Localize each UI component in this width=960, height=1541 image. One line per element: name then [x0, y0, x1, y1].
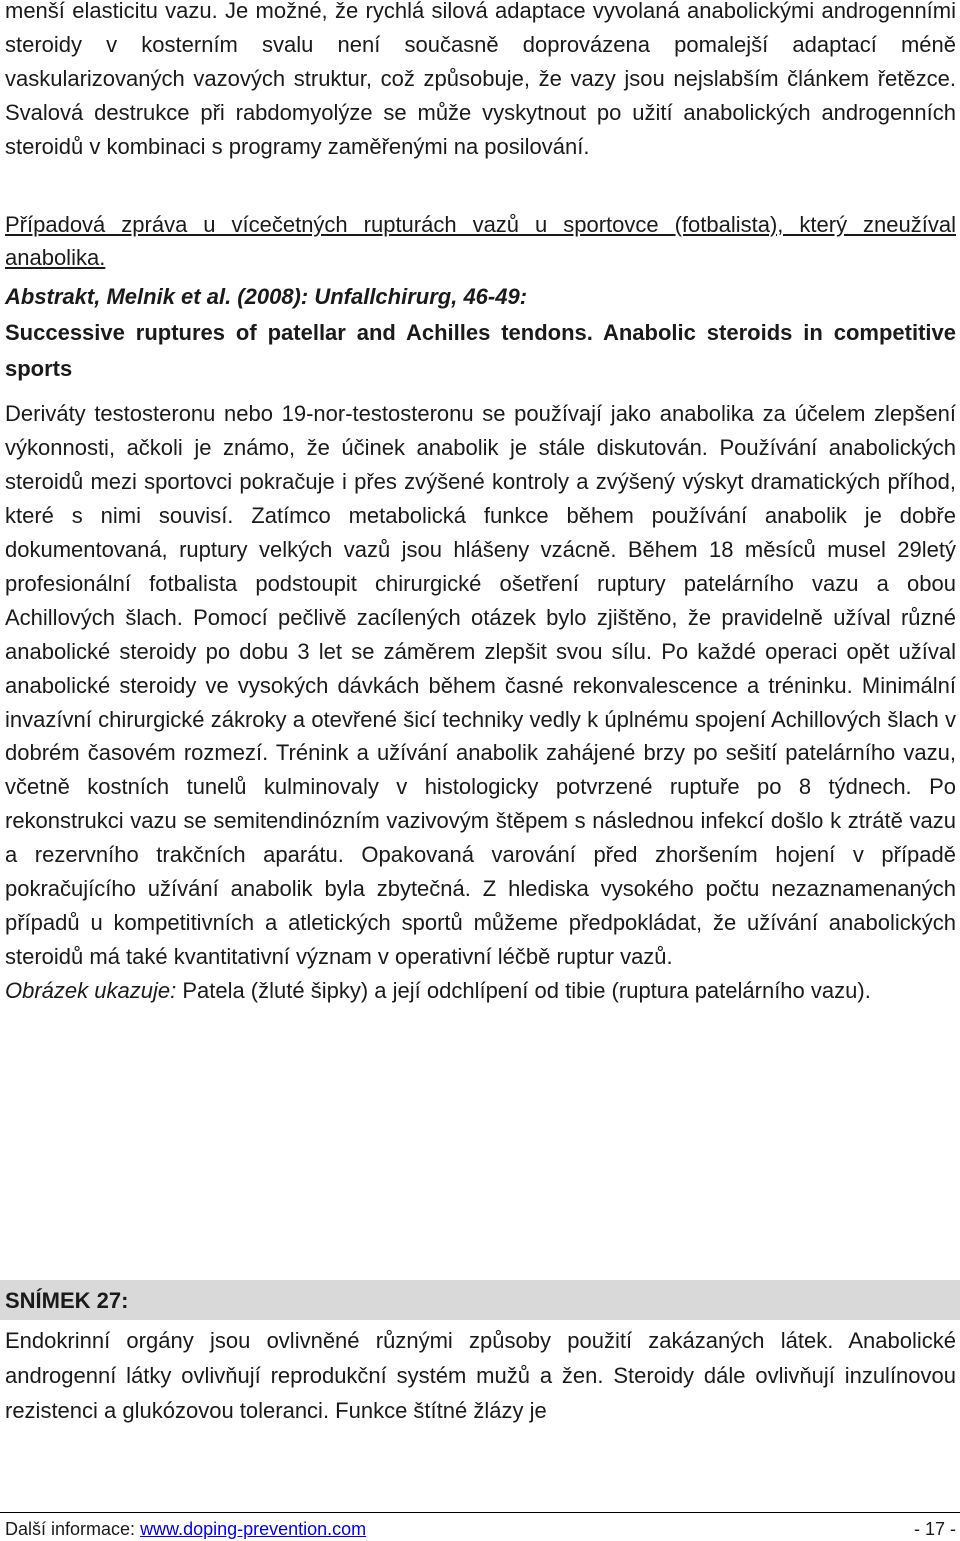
page-number: - 17 -	[913, 1519, 956, 1539]
case-report-title: Případová zpráva u vícečetných rupturách vazů u sportovce (fotbalista), který zneužíval anabolika.	[5, 211, 956, 271]
footer-divider	[0, 1512, 960, 1513]
slide-heading: SNÍMEK 27:	[5, 1288, 129, 1313]
abstract-reference-text: Abstrakt, Melnik et al. (2008): Unfallchirurg, 46-49:	[5, 284, 528, 310]
paragraph-main: Deriváty testosteronu nebo 19-nor-testosteronu se používají jako anabolika za účelem zlepšení výkonnosti, ačkoli je známo, že účinek anabolik je stále diskutován. Používání anabolických steroidů mezi sportovci pokračuje i přes zvýšené kontroly a zvýšený výskyt dramatických příhod, které s nimi souvisí. Zatímco metabolická funkce během používání anabolik je dobře dokumentovaná, ruptury velkých vazů jsou hlášeny vzácně. Během 18 měsíců musel 29letý profesionální fotbalista podstoupit chirurgické ošetření ruptury patelárního vazu a obou Achillových šlach. Pomocí pečlivě zacílených otázek bylo zjištěno, že pravidelně užíval různé anabolické steroidy po dobu 3 let se záměrem zlepšit svou sílu. Po každé operaci opět užíval anabolické steroidy ve vysokých dávkách během časné rekonvalescence a tréninku. Minimální invazívní chirurgické zákroky a otevřené šicí techniky vedly k úplnému spojení Achillových šlach v dobrém časovém rozmezí. Trénink a užívání anabolik zahájené brzy po sešití patelárního vazu, včetně kostních tunelů kulminovaly v histologicky potvrzené ruptuře po 8 týdnech. Po rekonstrukci vazu se semitendinózním vazivovým štěpem s následnou infekcí došlo k ztrátě vazu a rezervního trakčních aparátu. Opakovaná varování před zhoršením hojení v případě pokračujícího užívání anabolik byla zbytečná. Z hlediska vysokého počtu nezaznamenaných případů u kompetitivních a atletických sportů můžeme předpokládat, že užívání anabolických steroidů má také kvantitativní význam v operativní léčbě ruptur vazů.	[5, 401, 956, 969]
figure-caption-label: Obrázek ukazuje:	[5, 977, 177, 1003]
website-link[interactable]: www.doping-prevention.com	[140, 1519, 367, 1539]
footer-info	[5, 1517, 366, 1541]
figure-caption	[5, 974, 956, 1008]
slide-27-section	[5, 1323, 956, 1428]
document-page	[5, 0, 956, 1008]
abstract-reference	[5, 279, 956, 315]
page-footer	[5, 1517, 956, 1541]
paragraph-endocrine: Endokrinní orgány jsou ovlivněné různými způsoby použití zakázaných látek. Anabolické androgenní látky ovlivňují reprodukční systém mužů a žen. Steroidy dále ovlivňují inzulínovou rezistenci a glukózovou toleranci. Funkce štítné žlázy je	[5, 1328, 956, 1423]
abstract-title: Successive ruptures of patellar and Achilles tendons. Anabolic steroids in competitive sports	[5, 320, 956, 382]
slide-heading-bar	[0, 1280, 960, 1320]
footer-label: Další informace:	[5, 1519, 136, 1539]
figure-caption-text: Patela (žluté šipky) a její odchlípení od tibie (ruptura patelárního vazu).	[176, 977, 871, 1003]
paragraph-intro: menší elasticitu vazu. Je možné, že rychlá silová adaptace vyvolaná anabolickými androgenními steroidy v kosterním svalu není současně doprovázena pomalejší adaptací méně vaskularizovaných vazových struktur, což způsobuje, že vazy jsou nejslabším článkem řetězce. Svalová destrukce při rabdomyolýze se může vyskytnout po užití anabolických androgenních steroidů v kombinaci s programy zaměřenými na posilování.	[5, 0, 956, 159]
